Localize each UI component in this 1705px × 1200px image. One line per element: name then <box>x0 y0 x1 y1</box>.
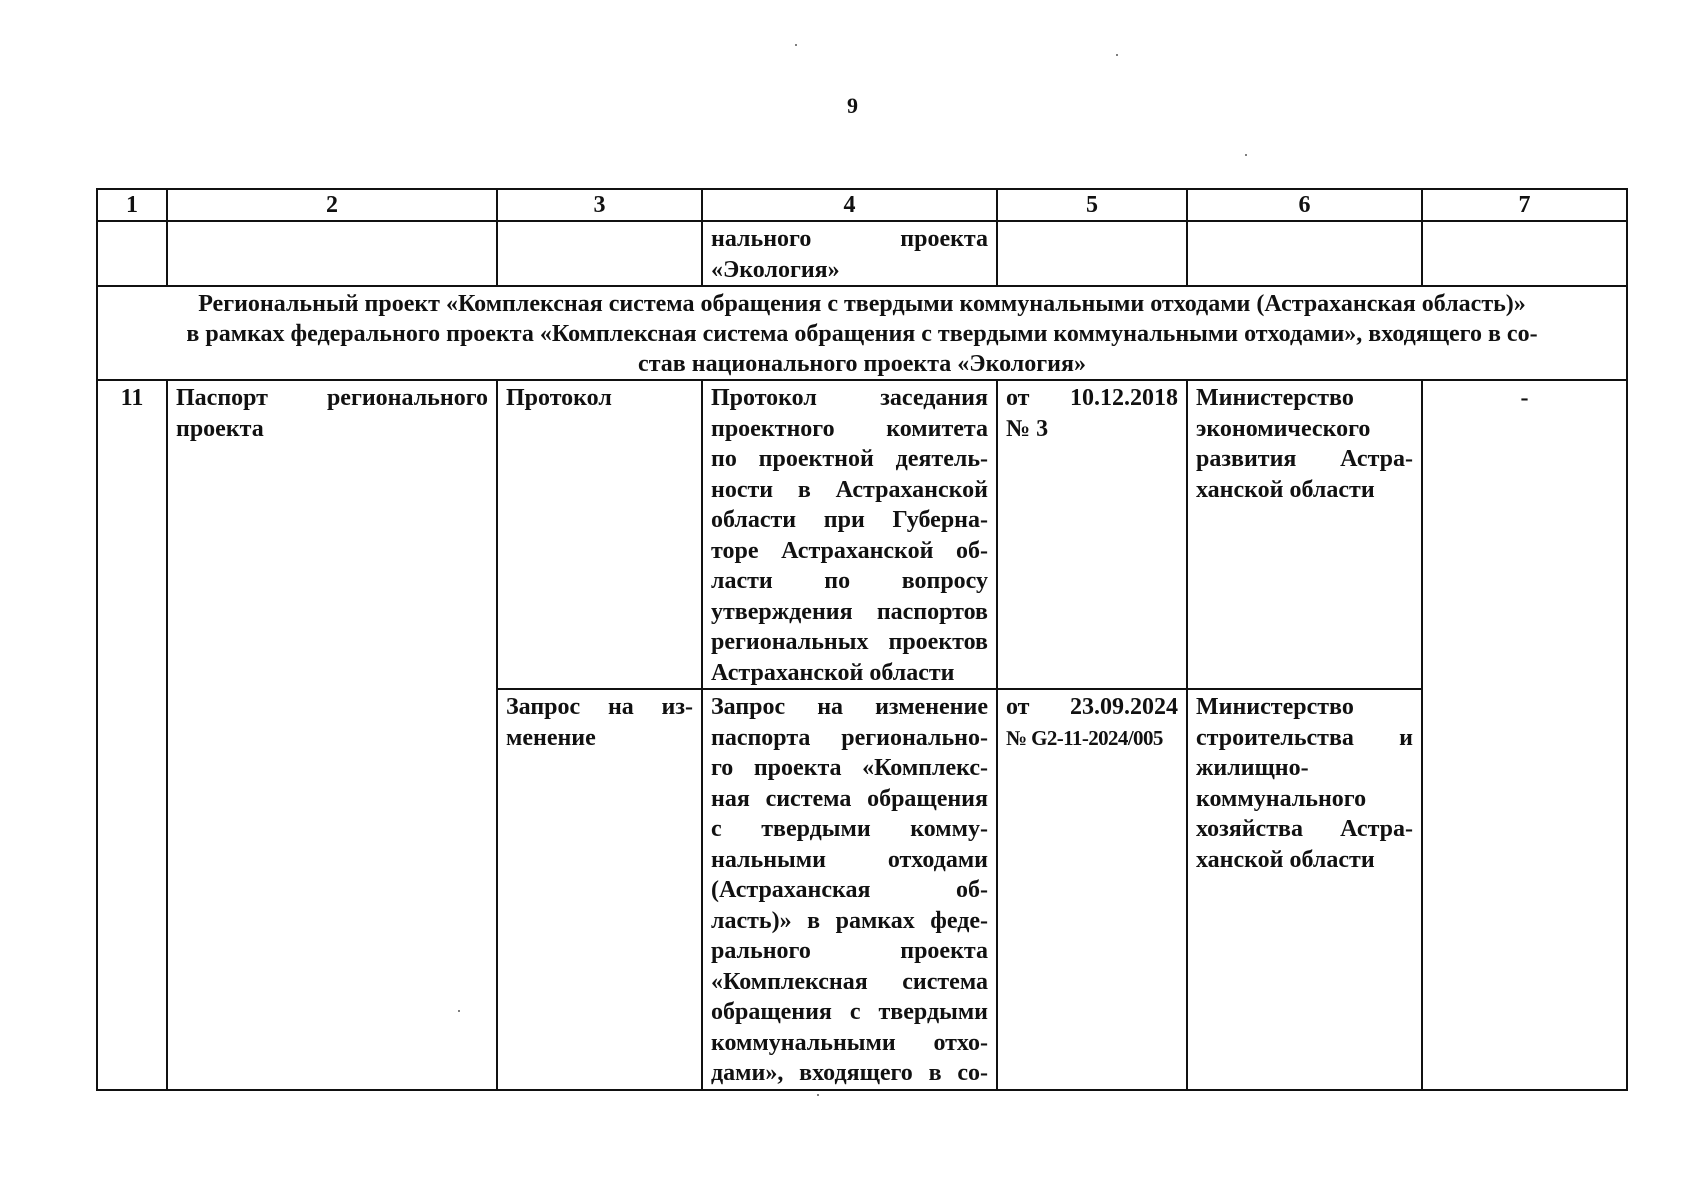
document-date <box>997 689 1187 1090</box>
text-line: № G2-11-2024/005 <box>1006 725 1163 750</box>
text-line: развития Астра- <box>1196 446 1413 472</box>
text-line: Протокол <box>506 385 612 411</box>
column-number-row <box>97 189 1627 221</box>
section-title-line: став национального проекта «Экология» <box>638 351 1086 377</box>
continuation-cell-5 <box>997 221 1187 286</box>
text-line: нального проекта <box>711 226 988 252</box>
text-line: паспорта регионально- <box>711 724 988 751</box>
text-line: утверждения паспортов <box>711 598 988 625</box>
text-line: ности в Астраханской <box>711 476 988 503</box>
continuation-cell-2 <box>167 221 497 286</box>
column-number-1: 1 <box>97 189 167 221</box>
scan-speck <box>1245 154 1247 156</box>
continuation-cell-7 <box>1422 221 1627 286</box>
scan-speck <box>795 44 797 46</box>
section-title-line: Региональный проект «Комплексная система обращения с твердыми коммунальными отходами (Астраханская область)» <box>198 291 1526 317</box>
text-line: жилищно- <box>1196 755 1309 781</box>
continuation-cell-1 <box>97 221 167 286</box>
column-number-4: 4 <box>702 189 997 221</box>
continuation-cell-6 <box>1187 221 1422 286</box>
section-title-line: в рамках федерального проекта «Комплексная система обращения с твердыми коммунальными отходами», входящего в со- <box>186 321 1538 347</box>
text-line: строительства и <box>1196 724 1413 751</box>
text-line: Паспорт регионального <box>176 385 488 411</box>
text-line: ласти по вопросу <box>711 568 988 594</box>
text-line: «Экология» <box>711 256 840 283</box>
continuation-description <box>702 221 997 286</box>
table-row <box>97 380 1627 689</box>
text-line: торе Астраханской об- <box>711 537 988 564</box>
text-line: го проекта «Комплекс- <box>711 755 988 781</box>
text-line: Астраханской области <box>711 659 955 686</box>
section-title-row <box>97 286 1627 380</box>
column-number-2: 2 <box>167 189 497 221</box>
document-description <box>702 689 997 1090</box>
text-line: области при Губерна- <box>711 507 988 533</box>
responsible-organization <box>1187 380 1422 689</box>
text-line: № 3 <box>1006 415 1049 442</box>
document-date <box>997 380 1187 689</box>
scan-speck <box>1116 54 1118 56</box>
notes-cell: - <box>1422 380 1627 1090</box>
text-line: дами», входящего в со- <box>711 1060 988 1086</box>
document-type <box>497 380 702 689</box>
text-line: проектного комитета <box>711 415 988 442</box>
column-number-6: 6 <box>1187 189 1422 221</box>
text-line: «Комплексная система <box>711 968 988 995</box>
text-line: ласть)» в рамках феде- <box>711 907 988 934</box>
text-line: рального проекта <box>711 938 988 964</box>
text-line: Запрос на из- <box>506 694 693 720</box>
column-number-7: 7 <box>1422 189 1627 221</box>
project-name <box>167 380 497 1090</box>
section-title <box>97 286 1627 380</box>
column-number-5: 5 <box>997 189 1187 221</box>
text-line: ная система обращения <box>711 785 988 812</box>
text-line: Министерство <box>1196 694 1354 720</box>
continuation-row <box>97 221 1627 286</box>
text-line: хозяйства Астра- <box>1196 816 1413 842</box>
text-line: экономического <box>1196 415 1371 442</box>
text-line: нальными отходами <box>711 846 988 873</box>
document-description <box>702 380 997 689</box>
document-table <box>96 188 1628 1091</box>
text-line: от 23.09.2024 <box>1006 694 1178 720</box>
text-line: ханской области <box>1196 476 1375 503</box>
continuation-cell-3 <box>497 221 702 286</box>
page-number: 9 <box>847 93 858 118</box>
scan-speck <box>458 1010 460 1012</box>
column-number-3: 3 <box>497 189 702 221</box>
text-line: Министерство <box>1196 385 1354 411</box>
text-line: от 10.12.2018 <box>1006 385 1178 411</box>
text-line: Запрос на изменение <box>711 694 988 720</box>
text-line: региональных проектов <box>711 629 988 655</box>
text-line: Протокол заседания <box>711 385 988 411</box>
text-line: коммунальными отхо- <box>711 1029 988 1056</box>
text-line: по проектной деятель- <box>711 446 988 472</box>
row-number: 11 <box>97 380 167 1090</box>
text-line: (Астраханская об- <box>711 877 988 903</box>
text-line: проекта <box>176 415 264 442</box>
text-line: обращения с твердыми <box>711 999 988 1025</box>
text-line: ханской области <box>1196 846 1375 873</box>
scan-speck <box>817 1094 819 1096</box>
text-line: коммунального <box>1196 785 1367 812</box>
responsible-organization <box>1187 689 1422 1090</box>
document-type <box>497 689 702 1090</box>
text-line: менение <box>506 724 596 751</box>
text-line: с твердыми комму- <box>711 816 988 842</box>
